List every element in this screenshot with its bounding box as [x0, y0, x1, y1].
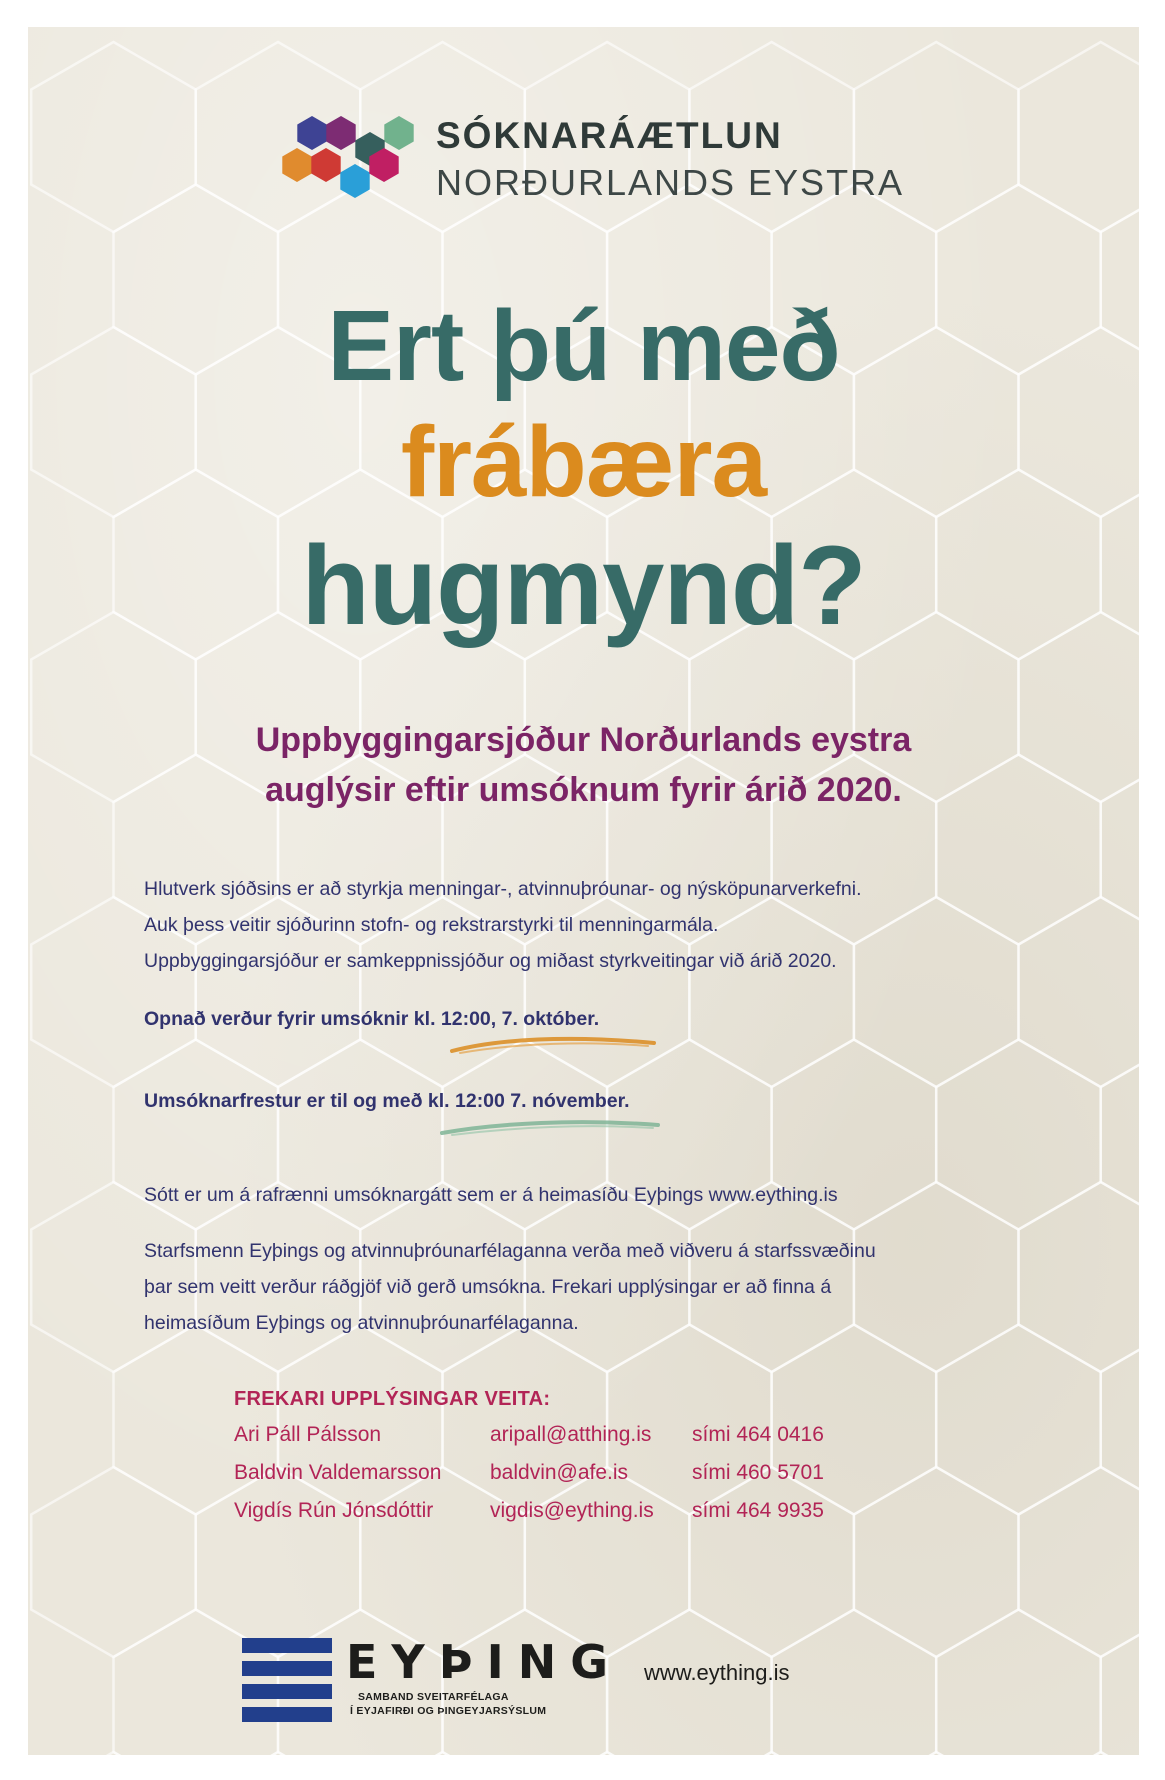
eything-logo-bars-icon	[242, 1638, 332, 1722]
subheading-line-1: Uppbyggingarsjóður Norðurlands eystra	[255, 721, 912, 759]
headline-line-3: hugmynd?	[301, 523, 866, 648]
background-hexagon	[360, 1752, 525, 1755]
contact-name: Baldvin Valdemarsson	[234, 1461, 442, 1484]
logo-hexagon	[326, 116, 355, 150]
background-hexagon	[936, 1610, 1100, 1756]
logo-subtitle: NORÐURLANDS EYSTRA	[436, 162, 905, 203]
background-hexagon	[278, 1325, 443, 1515]
eything-logo-wordmark: EYÞING	[346, 1635, 623, 1689]
contact-email-link[interactable]: vigdis@eything.is	[490, 1499, 654, 1522]
subheading-line-2: auglýsir eftir umsóknum fyrir árið 2020.	[265, 771, 902, 809]
logo-hexagon	[297, 116, 326, 150]
intro-paragraph	[144, 871, 1024, 979]
logo-hexagon	[282, 148, 311, 182]
background-hexagon	[1019, 1752, 1140, 1755]
background-hexagon	[1019, 1467, 1140, 1657]
background-hexagon	[525, 1467, 690, 1657]
background-hexagon	[31, 1752, 196, 1755]
background-hexagon	[772, 1610, 937, 1756]
contact-phone: sími 460 5701	[692, 1461, 824, 1484]
background-hexagon	[196, 1467, 361, 1657]
orange-brush-stroke	[448, 1033, 658, 1057]
intro-line-3: Uppbyggingarsjóður er samkeppnissjóður og miðast styrkveitingar við árið 2020.	[144, 950, 837, 972]
background-hexagon	[31, 42, 196, 232]
poster	[28, 27, 1139, 1755]
staff-paragraph	[144, 1233, 1024, 1341]
staff-line-1: Starfsmenn Eyþings og atvinnuþróunarfélaganna verða með viðveru á starfssvæðinu	[144, 1240, 876, 1262]
background-hexagon	[196, 1752, 361, 1755]
website-link[interactable]: www.eything.is	[644, 1660, 790, 1685]
contact-phone: sími 464 0416	[692, 1423, 824, 1446]
apply-info-text: Sótt er um á rafrænni umsóknargátt sem er á heimasíðu Eyþings www.eything.is	[144, 1184, 838, 1206]
intro-line-2: Auk þess veitir sjóðurinn stofn- og rekstrarstyrki til menningarmála.	[144, 914, 719, 936]
intro-line-1: Hlutverk sjóðsins er að styrkja menningar-, atvinnuþróunar- og nýsköpunarverkefni.	[144, 878, 862, 900]
opening-date-text: Opnað verður fyrir umsóknir kl. 12:00, 7. október.	[144, 1008, 600, 1030]
background-hexagon	[31, 1467, 196, 1657]
background-hexagon	[772, 1325, 937, 1515]
background-hexagon	[1019, 1182, 1140, 1372]
logo-hexagon	[311, 148, 340, 182]
background-hexagon	[1019, 897, 1140, 1087]
background-hexagon	[689, 1752, 854, 1755]
background-hexagon	[525, 1752, 690, 1755]
headline-line-1: Ert þú með	[327, 290, 840, 402]
logo-hexagon	[384, 116, 413, 150]
background-hexagon	[854, 1752, 1019, 1755]
logo-title: SÓKNARÁÆTLUN	[436, 115, 783, 156]
deadline-text: Umsóknarfrestur er til og með kl. 12:00 7. nóvember.	[144, 1090, 630, 1112]
green-brush-stroke	[438, 1115, 663, 1139]
contact-name: Vigdís Rún Jónsdóttir	[234, 1499, 434, 1522]
logo-hexagon	[340, 164, 369, 198]
background-hexagon	[936, 1325, 1100, 1515]
background-hexagon	[360, 1467, 525, 1657]
staff-line-3: heimasíðum Eyþings og atvinnuþróunarfélaganna.	[144, 1312, 579, 1334]
background-hexagon	[607, 1325, 772, 1515]
eything-tagline-line-2: Í EYJAFIRÐI OG ÞINGEYJARSÝSLUM	[350, 1705, 547, 1717]
contact-email-link[interactable]: aripall@atthing.is	[490, 1423, 652, 1446]
contact-phone: sími 464 9935	[692, 1499, 824, 1522]
contact-email-link[interactable]: baldvin@afe.is	[490, 1461, 629, 1484]
contact-name: Ari Páll Pálsson	[234, 1423, 382, 1446]
honeycomb-logo-icon	[280, 103, 420, 213]
background-hexagon	[114, 1325, 279, 1515]
staff-line-2: þar sem veitt verður ráðgjöf við gerð umsókna. Frekari upplýsingar er að finna á	[144, 1276, 832, 1298]
background-hexagon	[689, 1467, 854, 1657]
background-hexagon	[1101, 1610, 1139, 1756]
background-hexagon	[443, 1325, 608, 1515]
eything-tagline-line-1: SAMBAND SVEITARFÉLAGA	[358, 1691, 509, 1703]
background-hexagon	[1019, 42, 1140, 232]
background-hexagon	[854, 1467, 1019, 1657]
contacts-heading: FREKARI UPPLÝSINGAR VEITA:	[234, 1388, 551, 1410]
headline-line-2: frábæra	[400, 406, 767, 518]
